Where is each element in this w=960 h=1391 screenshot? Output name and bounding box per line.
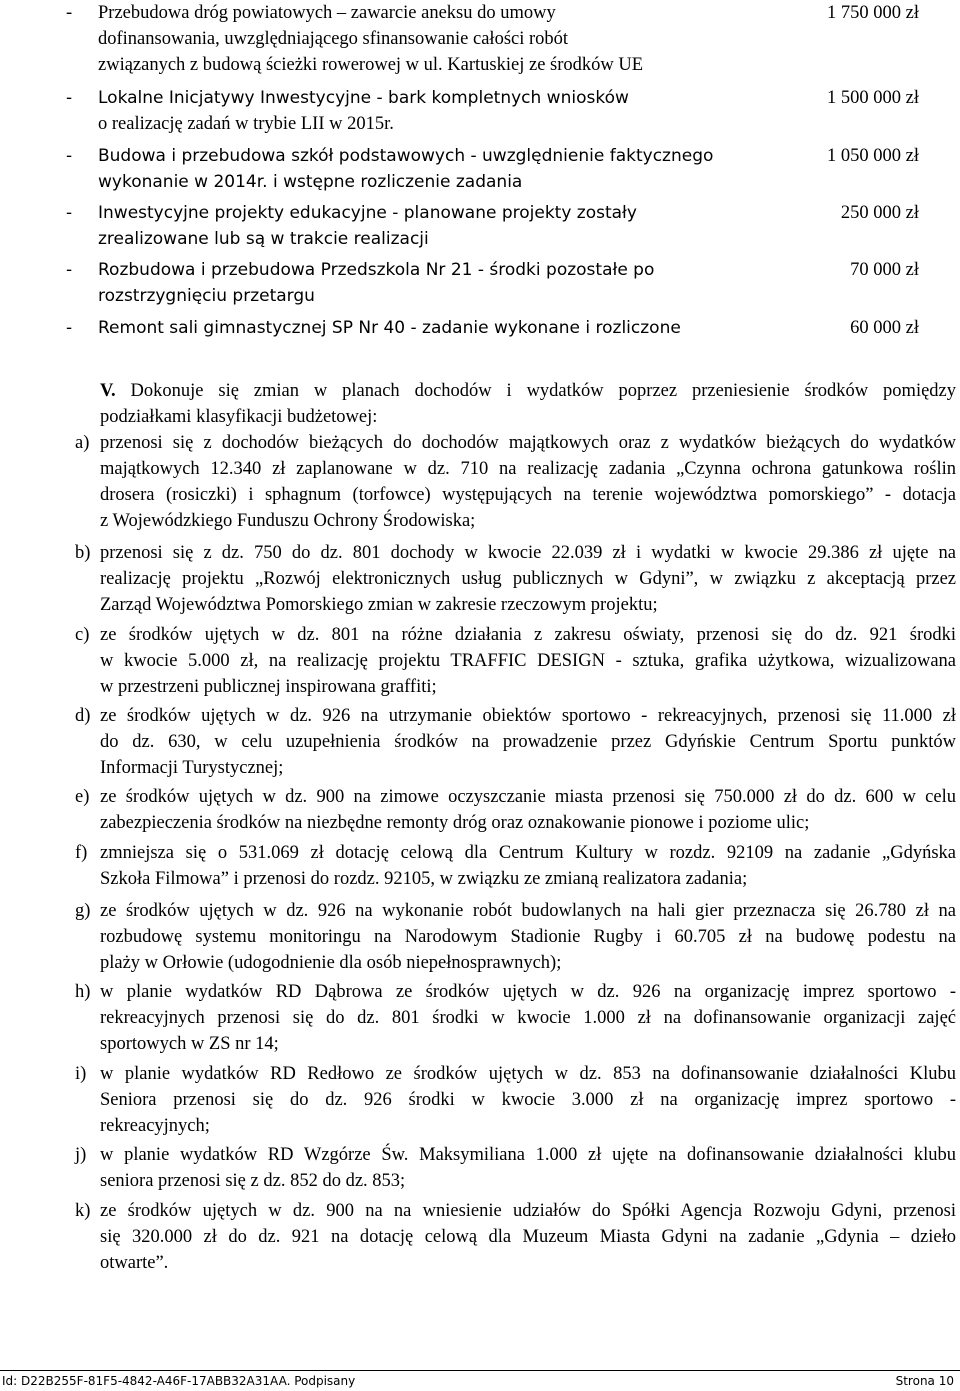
list-dash: - [66,3,73,23]
list-dash: - [66,203,73,223]
investment-description: Budowa i przebudowa szkół podstawowych - uwzględnienie faktycznego wykonanie w 2014r. i wstępne rozliczenie zadania [98,146,714,192]
item-label: k) [75,1201,91,1221]
investment-amount: 1 050 000 zł [827,146,919,166]
item-text [100,1061,956,1139]
page-number: Strona 10 [895,1374,954,1388]
item-text-line: Informacji Turystycznej; [100,758,284,778]
item-text-line: ze środków ujętych w dz. 801 na różne działania z zakresu oświaty, przenosi się do dz. 921 środki [100,625,956,645]
item-text [100,898,956,976]
item-label: g) [75,901,91,921]
investment-amount: 1 500 000 zł [827,88,919,108]
item-text-line: sportowych w ZS nr 14; [100,1034,279,1054]
item-label: j) [75,1145,87,1165]
item-text-line: w kwocie 5.000 zł, na realizację projektu TRAFFIC DESIGN - sztuka, grafika użytkowa, wizualizowana [100,651,956,671]
item-label: f) [75,843,88,863]
investment-description: Lokalne Inicjatywy Inwestycyjne - bark kompletnych wniosków o realizację zadań w trybie LII w 2015r. [98,88,629,134]
item-text-line: rekreacyjnych przenosi się do dz. 801 środki w kwocie 1.000 zł na dofinansowanie organizacji zajęć [100,1008,956,1028]
item-text [100,979,956,1057]
item-text-line: w planie wydatków RD Wzgórze Św. Maksymiliana 1.000 zł ujęte na dofinansowanie działalności klubu [100,1145,956,1165]
item-label: h) [75,982,91,1002]
item-text [100,1198,956,1276]
item-text-line: przenosi się z dz. 750 do dz. 801 dochody w kwocie 22.039 zł i wydatki w kwocie 29.386 zł ujęte na [100,543,956,563]
item-text-line: ze środków ujętych w dz. 900 na zimowe oczyszczanie miasta przenosi się 750.000 zł do dz. 600 w celu [100,787,956,807]
item-text [100,540,956,618]
item-text [100,703,956,781]
item-label: b) [75,543,91,563]
investment-amount: 70 000 zł [850,260,919,280]
item-label: i) [75,1064,87,1084]
list-dash: - [66,146,73,166]
list-dash: - [66,260,73,280]
item-text-line: drosera (rosiczki) i sphagnum (torfowce) występujących na terenie województwa pomorskiego” - dotacja [100,485,956,505]
item-text-line: otwarte”. [100,1253,169,1273]
item-text-line: Seniora przenosi się do dz. 926 środki w kwocie 3.000 zł na organizację imprez sportowo - [100,1090,956,1110]
item-text-line: ze środków ujętych w dz. 900 na na wniesienie udziałów do Spółki Agencja Rozwoju Gdyni, przenosi [100,1201,956,1221]
section-heading-line: V. Dokonuje się zmian w planach dochodów i wydatków poprzez przeniesienie środków pomiędzy [100,381,957,401]
item-text-line: seniora przenosi się z dz. 852 do dz. 853; [100,1171,406,1191]
item-text-line: majątkowych 12.340 zł zaplanowane w dz. 710 na realizację zadania „Czynna ochrona gatunkowa roślin [100,459,956,479]
section-heading-line: podziałkami klasyfikacji budżetowej: [100,407,378,427]
item-text-line: z Wojewódzkiego Funduszu Ochrony Środowiska; [100,511,476,531]
section-heading [100,378,956,430]
item-label: a) [75,433,90,453]
item-text-line: się 320.000 zł do dz. 921 na dotację celową dla Muzeum Miasta Gdyni na zadanie „Gdynia – dzieło [100,1227,956,1247]
item-text-line: Zarząd Województwa Pomorskiego zmian w zakresie rzeczowym projektu; [100,595,658,615]
item-text-line: w przestrzeni publicznej inspirowana graffiti; [100,677,437,697]
investment-amount: 60 000 zł [850,318,919,338]
item-label: d) [75,706,91,726]
item-text-line: ze środków ujętych w dz. 926 na wykonanie robót budowlanych na hali gier przeznacza się 26.780 zł na [100,901,956,921]
item-text-line: rozbudowę systemu monitoringu na Narodowym Stadionie Rugby i 60.705 zł na budowę podestu na [100,927,956,947]
investment-amount: 250 000 zł [840,203,919,223]
item-text-line: przenosi się z dochodów bieżących do dochodów majątkowych oraz z wydatków bieżących do wydatków [100,433,956,453]
investment-amount: 1 750 000 zł [827,3,919,23]
document-id: Id: D22B255F-81F5-4842-A46F-17ABB32A31AA. Podpisany [2,1374,356,1388]
item-label: e) [75,787,90,807]
item-text-line: w planie wydatków RD Redłowo ze środków ujętych w dz. 853 na dofinansowanie działalności Klubu [100,1064,956,1084]
item-text-line: w planie wydatków RD Dąbrowa ze środków ujętych w dz. 926 na organizację imprez sportowo - [100,982,956,1002]
item-text-line: plaży w Orłowie (udogodnienie dla osób niepełnosprawnych); [100,953,562,973]
item-text-line: ze środków ujętych w dz. 926 na utrzymanie obiektów sportowo - rekreacyjnych, przenosi się 11.000 zł [100,706,956,726]
footer-divider [0,1370,960,1371]
investment-description: Przebudowa dróg powiatowych – zawarcie aneksu do umowy dofinansowania, uwzględniającego sfinansowanie całości robót związanych z budową ścieżki rowerowej w ul. Kartuskiej ze środków UE [98,3,644,75]
item-text-line: do dz. 630, w celu uzupełnienia środków na prowadzenie przez Gdyńskie Centrum Sportu punktów [100,732,956,752]
investment-description: Remont sali gimnastycznej SP Nr 40 - zadanie wykonane i rozliczone [98,318,681,338]
list-dash: - [66,88,73,108]
item-text [100,430,956,534]
item-text [100,1142,956,1194]
item-text-line: realizację projektu „Rozwój elektronicznych usług publicznych w Gdyni”, w związku z akceptacją przez [100,569,956,589]
item-text [100,840,956,892]
item-label: c) [75,625,90,645]
item-text [100,784,956,836]
investment-description: Inwestycyjne projekty edukacyjne - planowane projekty zostały zrealizowane lub są w trakcie realizacji [98,203,637,249]
section-number: V. [100,381,116,401]
investment-description: Rozbudowa i przebudowa Przedszkola Nr 21 - środki pozostałe po rozstrzygnięciu przetargu [98,260,655,306]
item-text-line: rekreacyjnych; [100,1116,210,1136]
item-text-line: zmniejsza się o 531.069 zł dotację celową dla Centrum Kultury w rozdz. 92109 na zadanie „Gdyńska [100,843,956,863]
item-text-line: Szkoła Filmowa” i przenosi do rozdz. 92105, w związku ze zmianą realizatora zadania; [100,869,748,889]
list-dash: - [66,318,73,338]
item-text [100,622,956,700]
item-text-line: zabezpieczenia środków na niezbędne remonty dróg oraz oznakowanie pionowe i poziome ulic; [100,813,810,833]
